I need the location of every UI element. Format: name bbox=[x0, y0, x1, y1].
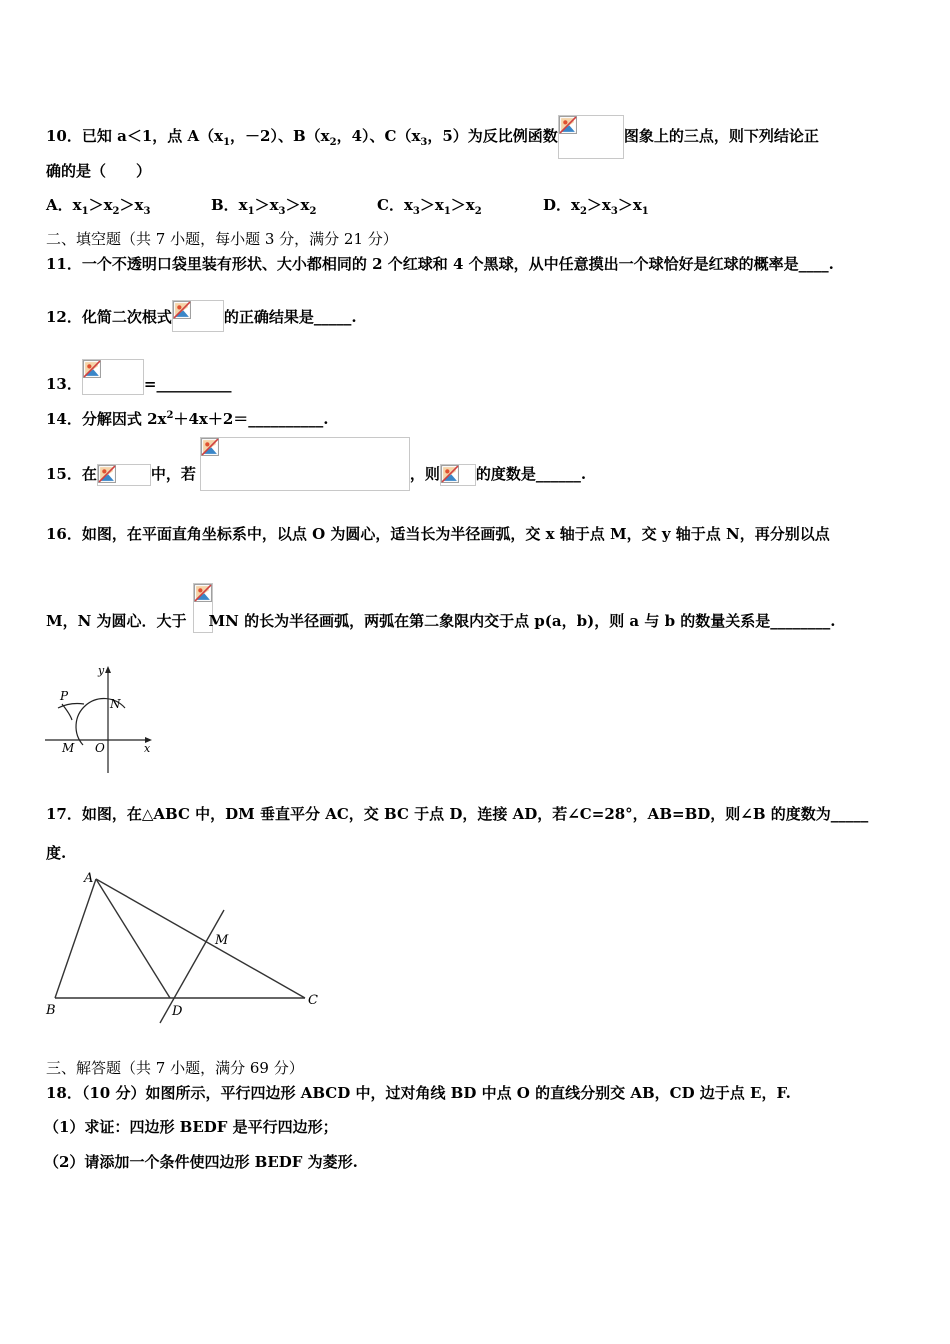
angle-image bbox=[440, 464, 476, 486]
triangle-image bbox=[97, 464, 151, 486]
label-a: A bbox=[84, 871, 94, 886]
broken-image-icon bbox=[83, 360, 101, 378]
label-c: C bbox=[308, 993, 318, 1008]
function-image bbox=[558, 115, 624, 159]
label-o: O bbox=[95, 741, 105, 755]
figure-17-triangle-diagram bbox=[40, 866, 330, 1030]
broken-image-icon bbox=[201, 438, 219, 456]
q18-part2: （2）请添加一个条件使四边形 BEDF 为菱形. bbox=[44, 1153, 358, 1171]
option-a[interactable]: A．$x_1>x_2>x_3$ bbox=[46, 196, 151, 217]
label-m: M bbox=[215, 933, 229, 948]
radical-image bbox=[172, 300, 224, 332]
broken-image-icon bbox=[194, 584, 212, 602]
segment-ab bbox=[55, 879, 96, 998]
q15: 15．在 中，若 ，则 的度数是______. bbox=[46, 464, 586, 486]
q10-line1: 10．已知 a＜1，点 $A(x_1$，－2）、$B(x_2$，4）、$C(x_3$，5）为反比例函数 图象上的三点，则下列结论正 bbox=[46, 115, 819, 159]
arc-from-m bbox=[62, 704, 72, 720]
q10-line2: 确的是（ ） bbox=[46, 162, 152, 180]
q14: 14．分解因式 $2x^2+4x+2=\_\_\_\_\_\_\_\_\_\_$. bbox=[46, 410, 329, 428]
option-c[interactable]: C．$x_3>x_1>x_2$ bbox=[377, 196, 482, 217]
label-m: M bbox=[62, 741, 75, 755]
option-d[interactable]: D．$x_2>x_3>x_1$ bbox=[543, 196, 649, 217]
segment-ac bbox=[96, 879, 305, 998]
broken-image-icon bbox=[559, 116, 577, 134]
label-p: P bbox=[60, 689, 69, 703]
q17-line1: 17．如图，在△ABC 中，DM 垂直平分 AC，交 BC 于点 D，连接 AD，若∠C=28°，AB=BD，则∠B 的度数为_____ bbox=[46, 805, 869, 823]
q13: 13． =__________ bbox=[46, 359, 231, 395]
q16-line1: 16．如图，在平面直角坐标系中，以点 O 为圆心，适当长为半径画弧，交 x 轴于点 M，交 y 轴于点 N，再分别以点 bbox=[46, 525, 830, 543]
label-b: B bbox=[46, 1003, 56, 1018]
section-2-heading: 二、填空题（共 7 小题，每小题 3 分，满分 21 分） bbox=[46, 230, 398, 248]
label-n: N bbox=[110, 697, 121, 711]
perpendicular-bisector-dm bbox=[160, 910, 224, 1023]
broken-image-icon bbox=[441, 465, 459, 483]
label-x: x bbox=[144, 742, 151, 755]
q10-options bbox=[46, 195, 906, 217]
broken-image-icon bbox=[173, 301, 191, 319]
figure-16-coordinate-diagram bbox=[40, 660, 160, 778]
q11: 11．一个不透明口袋里装有形状、大小都相同的 2 个红球和 4 个黑球，从中任意摸出一个球恰好是红球的概率是____. bbox=[46, 255, 834, 273]
label-y: y bbox=[98, 664, 105, 677]
broken-image-icon bbox=[98, 465, 116, 483]
q18-line1: 18．（10 分）如图所示，平行四边形 ABCD 中，过对角线 BD 中点 O 的直线分别交 AB，CD 边于点 E，F. bbox=[46, 1084, 791, 1102]
option-b[interactable]: B．$x_1>x_3>x_2$ bbox=[211, 196, 317, 217]
q18-part1: （1）求证：四边形 BEDF 是平行四边形； bbox=[44, 1118, 338, 1136]
expression-image bbox=[82, 359, 144, 395]
q16-line2: M，N 为圆心．大于 MN 的长为半径画弧，两弧在第二象限内交于点 p(a，b)，则 a 与 b 的数量关系是________. bbox=[46, 612, 836, 630]
segment-ad bbox=[96, 879, 170, 998]
section-3-heading: 三、解答题（共 7 小题，满分 69 分） bbox=[46, 1059, 304, 1077]
label-d: D bbox=[172, 1004, 183, 1019]
q17-line2: 度. bbox=[46, 844, 67, 862]
q12: 12．化简二次根式 的正确结果是_____. bbox=[46, 300, 357, 332]
